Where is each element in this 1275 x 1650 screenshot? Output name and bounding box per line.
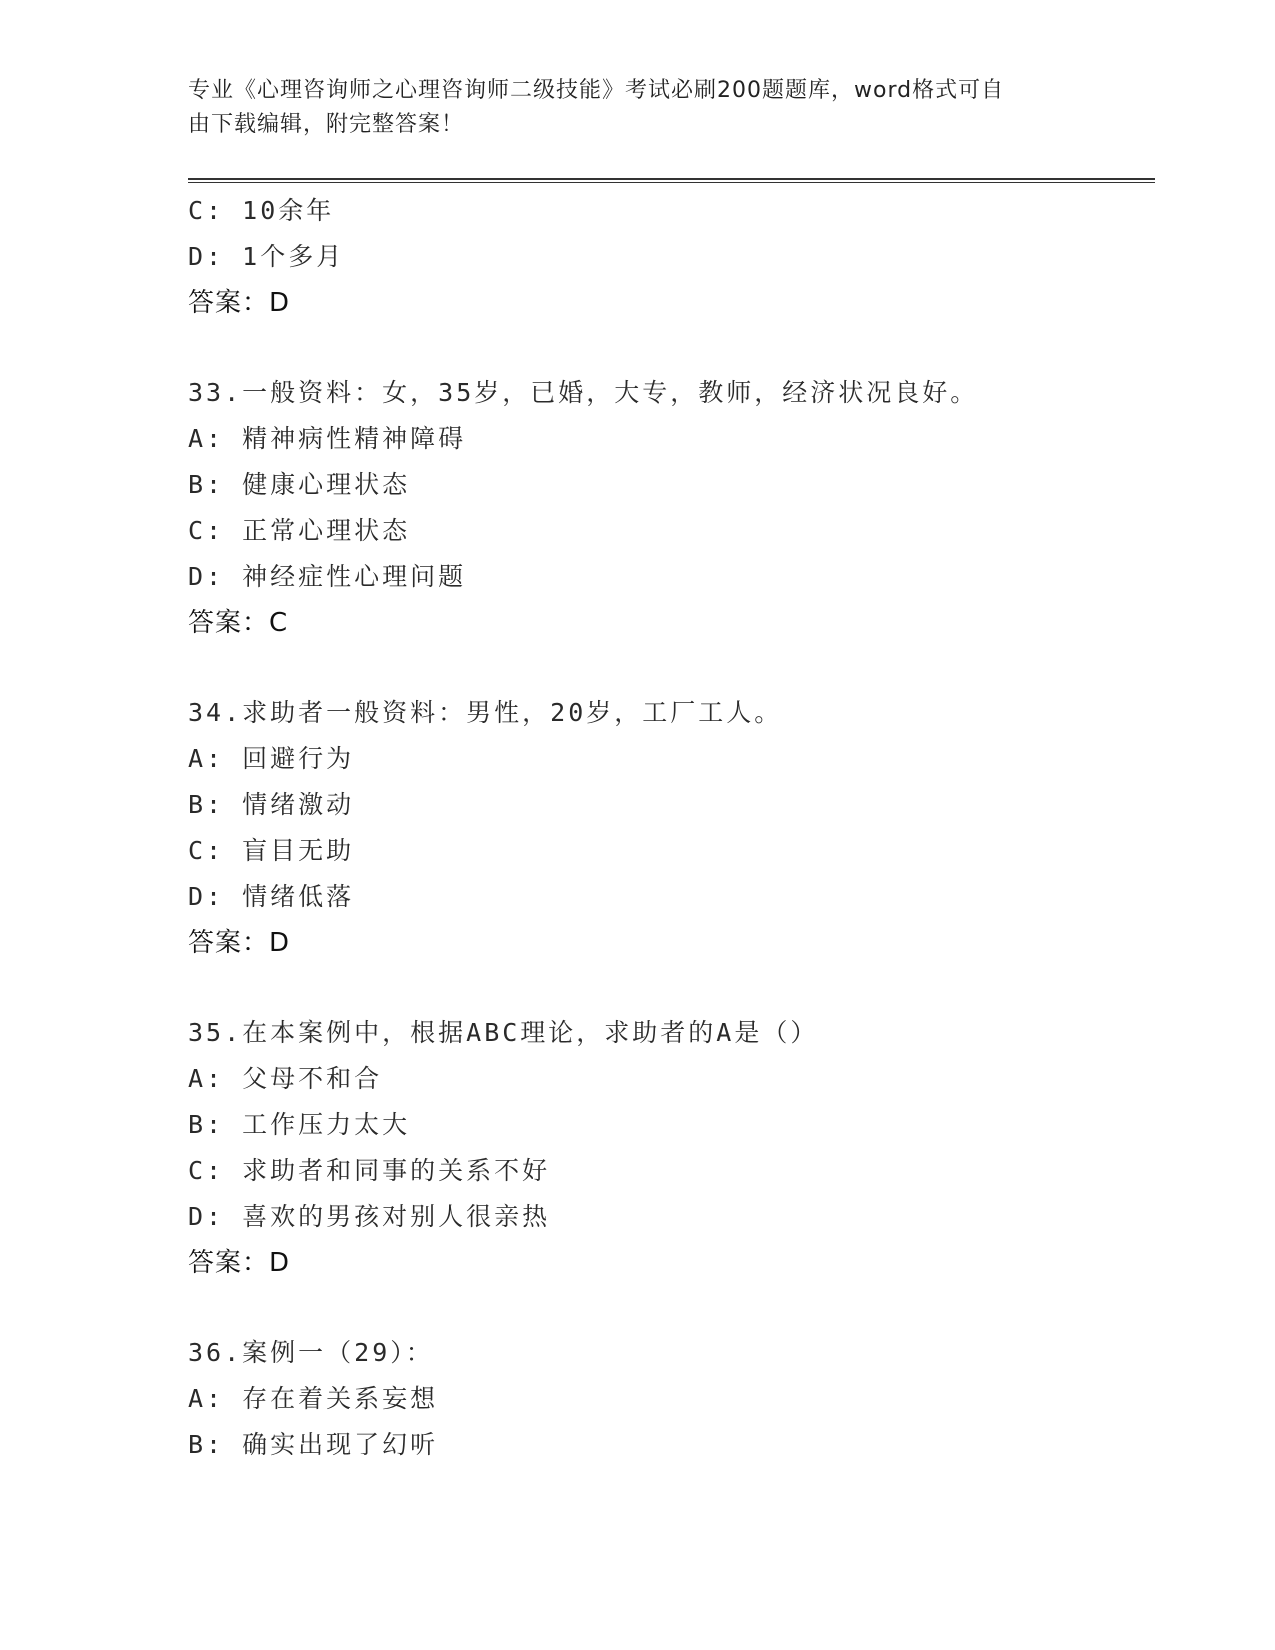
option-d: D: 喜欢的男孩对别人很亲热	[188, 1202, 551, 1231]
option-c: C: 10余年	[188, 196, 335, 225]
option-a: A: 精神病性精神障碍	[188, 424, 467, 453]
question-35	[188, 1010, 1148, 1286]
option-c: C: 正常心理状态	[188, 516, 411, 545]
question-list	[188, 188, 1148, 1468]
question-stem: 36.案例一（29）：	[188, 1338, 434, 1367]
option-b: B: 工作压力太大	[188, 1110, 411, 1139]
option-a: A: 父母不和合	[188, 1064, 383, 1093]
option-b: B: 健康心理状态	[188, 470, 411, 499]
option-c: C: 盲目无助	[188, 836, 355, 865]
answer-line: 答案：D	[188, 928, 291, 958]
option-b: B: 确实出现了幻听	[188, 1430, 439, 1459]
option-a: A: 存在着关系妄想	[188, 1384, 439, 1413]
question-32-tail	[188, 188, 1148, 326]
option-a: A: 回避行为	[188, 744, 355, 773]
answer-line: 答案：D	[188, 288, 291, 318]
header-line-2: 由下载编辑，附完整答案！	[188, 112, 465, 137]
option-d: D: 神经症性心理问题	[188, 562, 467, 591]
question-33	[188, 370, 1148, 646]
question-stem: 35.在本案例中，根据ABC理论，求助者的A是（）	[188, 1018, 819, 1047]
question-stem: 33.一般资料：女，35岁，已婚，大专，教师，经济状况良好。	[188, 378, 979, 407]
option-b: B: 情绪激动	[188, 790, 355, 819]
header-divider	[188, 178, 1155, 183]
answer-line: 答案：D	[188, 1248, 291, 1278]
question-stem: 34.求助者一般资料：男性，20岁，工厂工人。	[188, 698, 783, 727]
header-line-1: 专业《心理咨询师之心理咨询师二级技能》考试必刷200题题库，word格式可自	[188, 78, 1005, 103]
document-header	[188, 74, 1068, 142]
option-d: D: 情绪低落	[188, 882, 355, 911]
option-d: D: 1个多月	[188, 242, 345, 271]
question-34	[188, 690, 1148, 966]
answer-line: 答案：C	[188, 608, 289, 638]
option-c: C: 求助者和同事的关系不好	[188, 1156, 551, 1185]
question-36	[188, 1330, 1148, 1468]
